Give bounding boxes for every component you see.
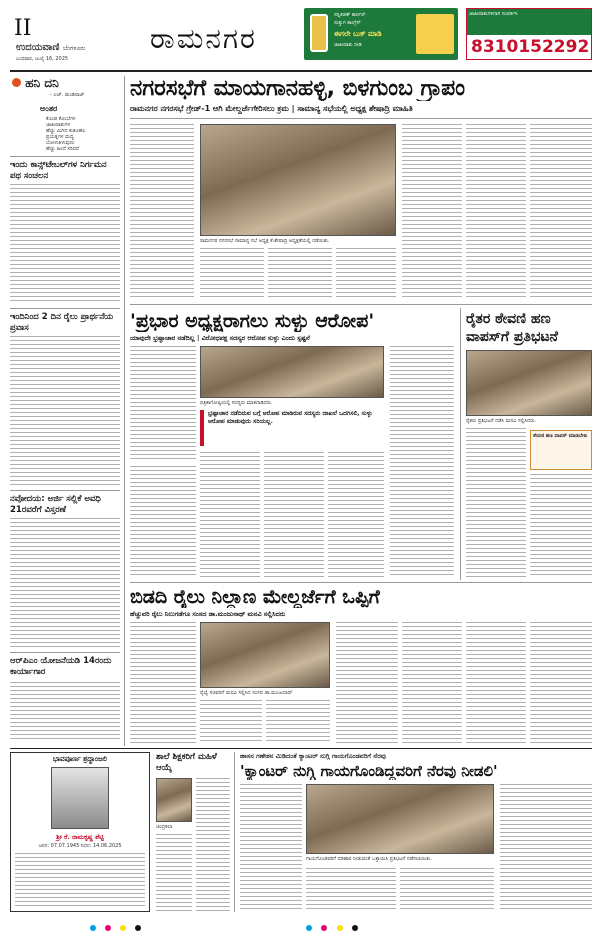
ad1-line1: ಸನ್ನಿಕಿರಣ್ ಕಾರ್ನರ್ <box>334 12 366 18</box>
story-f-headline: 'ಕ್ಯಾಂಟರ್ ನುಗ್ಗಿ ಗಾಯಗೊಂಡಿದ್ದವರಿಗೆ ನೆರವು ನೀಡಲಿ' <box>240 762 498 780</box>
story-body <box>10 682 120 742</box>
article-column <box>530 474 592 578</box>
story-headline: ನವೋದಯ: ಅರ್ಜಿ ಸಲ್ಲಿಕೆ ಅವಧಿ 21ರವರೆಗೆ ವಿಸ್ತರಣೆ <box>10 494 101 515</box>
poem-line: ಹೆಚ್ಚು ಮಿಗಿದ ಕುತೂಹಲ <box>46 128 86 134</box>
obituary-dates: ಜನನ: 07.07.1945 ನಿಧನ: 14.06.2025 <box>38 843 122 849</box>
ad1-line3: ಈಗಲೇ ಬುಕ್ ಮಾಡಿ <box>334 30 382 38</box>
box-quote-text: ಠೇವಣಿ ಹಣ ವಾಪಸ್ ಮಾಡಬೇಕು <box>533 433 588 439</box>
article-column <box>336 622 398 744</box>
hani-dani-brand: ಹನಿ ದನಿ <box>25 76 59 90</box>
masthead-rule <box>10 70 592 72</box>
poem-author: - ಎಚ್. ಡುಂಡಿರಾಜ್ <box>50 92 85 98</box>
article-column <box>466 428 526 578</box>
story-f-kicker: ಹಾಸನ ಗಣೇಶನ ಮಿಡಿದಂತೆ ಕ್ಯಾಂಟರ್ ನುಗ್ಗಿ ಗಾಯಗೊಂಡವರಿಗೆ ನೆರವು <box>240 752 386 760</box>
article-column <box>200 452 260 578</box>
story-b-photo <box>200 346 384 398</box>
story-headline: ಆರ್‌ಪಿಎಂ ಯೋಜನೆಯಡಿ 14ರಂದು ಕಾರ್ಯಾಗಾರ <box>10 656 112 677</box>
story-d-subhead: ಹೆಚ್ಚುವರಿ ರೈಲು ನಿಲುಗಡೆಗೂ ಸಂಸದ ಡಾ.ಮಂಜುನಾಥ್ ಮನವಿ ಸಲ್ಲಿಸಿದರು <box>130 610 286 618</box>
story-e-photo <box>156 778 192 822</box>
story-e-headline: ಶಾಲೆ ಶಿಕ್ಷಕರಿಗೆ ಮಹಿಳೆ ಆಯ್ಕೆ <box>156 752 217 773</box>
left-column-rule <box>124 76 125 746</box>
obituary-title: ಭಾವಪೂರ್ಣ ಶ್ರದ್ಧಾಂಜಲಿ <box>52 755 108 763</box>
drop-icon <box>12 78 21 87</box>
article-column <box>130 622 196 744</box>
divider <box>130 118 592 119</box>
story-headline: ಇಂದಿನಿಂದ 2 ದಿನ ರೈಲು ಪ್ರಾರ್ಥನೆಯ ಪ್ರವಾಸ <box>10 312 114 333</box>
ad1-badge <box>416 14 454 54</box>
page-number: II <box>14 16 32 41</box>
obituary-name: ಶ್ರೀ ಕೆ. ರಾಮಕೃಷ್ಣ ಶೆಟ್ಟಿ <box>56 833 104 841</box>
divider <box>10 156 120 157</box>
article-column <box>466 124 526 300</box>
main-headline: ನಗರಸಭೆಗೆ ಮಾಯಗಾನಹಳ್ಳಿ, ಬಿಳಗುಂಬ ಗ್ರಾಪಂ <box>130 76 466 101</box>
article-column <box>268 248 332 300</box>
ad-phone-number: 8310152292 <box>471 37 590 57</box>
story-e-caption: ಚಂದ್ರಕಲಾ <box>156 824 173 830</box>
divider <box>10 652 120 653</box>
section-title: ರಾಮನಗರ <box>150 22 257 55</box>
story-body <box>10 518 120 648</box>
poem-line: ಹೆಚ್ಚು ಹಿಂದೆ ಸರಿದರೆ <box>46 146 79 152</box>
edition-label: ಬೆಂಗಳೂರು <box>62 45 86 52</box>
poem-line: ಜಾಹೀರಾತುಗಳ <box>46 122 71 128</box>
obituary-photo <box>51 767 109 829</box>
main-story-caption: ರಾಮನಗರ ನಗರಸಭೆ ಸಾಮಾನ್ಯ ಸಭೆ ಅಧ್ಯಕ್ಷ ಕೆ.ಶೇಷಾದ್ರಿ ಅಧ್ಯಕ್ಷತೆಯಲ್ಲಿ ನಡೆಯಿತು. <box>200 238 330 244</box>
story-d-headline: ಬಿಡದಿ ರೈಲು ನಿಲ್ದಾಣ ಮೇಲ್ದರ್ಜೆಗೆ ಒಪ್ಪಿಗೆ <box>130 586 380 608</box>
ad-banner-green <box>304 8 458 60</box>
divider <box>10 748 592 749</box>
story-c-caption: ರೈತರು ಪ್ರತಿಭಟನೆ ನಡೆಸಿ ಮನವಿ ಸಲ್ಲಿಸಿದರು. <box>466 418 537 424</box>
article-column <box>130 124 194 299</box>
hani-dani-logo <box>12 76 59 91</box>
column-rule <box>234 752 235 912</box>
article-column <box>390 346 454 578</box>
divider <box>10 308 120 309</box>
story-c-photo <box>466 350 592 416</box>
masthead <box>0 0 600 70</box>
article-column <box>200 248 264 300</box>
article-column <box>402 124 462 300</box>
article-column <box>200 700 262 744</box>
obituary-box <box>10 752 150 912</box>
main-subhead: ರಾಮನಗರ ನಗರಸಭೆ ಗ್ರೇಡ್-1 ಆಗಿ ಮೇಲ್ದರ್ಜೆಗೇರಿಸಲು ಕ್ರಮ | ಸಾಮಾನ್ಯ ಸಭೆಯಲ್ಲಿ ಅಧ್ಯಕ್ಷ ಶೇಷಾದ್ರಿ ಮಾಹಿತಿ <box>130 104 413 113</box>
article-column <box>240 784 302 912</box>
poem-title: ಅಂತರ <box>40 104 58 113</box>
article-column <box>400 868 494 912</box>
story-headline: ಇಂದು ಕಾನ್ಸ್‌ಟೇಬಲ್‌ಗಳ ನಿರ್ಗಮನ ಪಥ ಸಂಚಲನ <box>10 160 107 181</box>
article-column <box>466 622 526 744</box>
issue-date: ಬುಧವಾರ, ಜುಲೈ 16, 2025 <box>16 56 69 62</box>
poem-line: ಬೋಳುತಿಳುವುದು <box>46 140 75 146</box>
story-c-quote-box <box>530 430 592 470</box>
poem-line: ಪ್ರಯತ್ನಗಳ ಮಧ್ಯ <box>46 134 74 140</box>
story-b-caption: ಪತ್ರಿಕಾಗೋಷ್ಠಿಯಲ್ಲಿ ಸದಸ್ಯರು ಮಾತನಾಡಿದರು. <box>200 400 273 406</box>
article-column <box>530 622 592 744</box>
story-b-subhead: ಯಾವುದೇ ಭ್ರಷ್ಟಾಚಾರ ನಡೆದಿಲ್ಲ | ವಿರೋಧಪಕ್ಷ ಸದಸ್ಯರ ಆರೋಪ ಸುಳ್ಳು ಎಂದು ಸ್ಪಷ್ಟನೆ <box>130 334 310 342</box>
story-b-headline: 'ಪ್ರಭಾರ ಅಧ್ಯಕ್ಷರಾಗಲು ಸುಳ್ಳು ಆರೋಪ' <box>130 310 375 332</box>
story-d-caption: ರೈಲ್ವೆ ಸಚಿವರಿಗೆ ಮನವಿ ಸಲ್ಲಿಸಿದ ಸಂಸದ ಡಾ.ಮಂಜುನಾಥ್ <box>200 690 293 696</box>
article-column <box>264 452 324 578</box>
article-column <box>336 248 396 300</box>
main-story-photo <box>200 124 396 236</box>
ad2-text: ಜಾಹೀರಾತುಗಳಿಗಾಗಿ ಸಂಪರ್ಕಿಸಿ <box>467 9 591 35</box>
article-column <box>266 700 330 744</box>
article-column <box>402 622 462 744</box>
story-f-photo <box>306 784 494 854</box>
article-column <box>130 346 196 462</box>
story-f-caption: ಗಾಯಗೊಂಡವರಿಗೆ ಪರಿಹಾರ ನೀಡುವಂತೆ ಒತ್ತಾಯಿಸಿ ಪ್ರತಿಭಟನೆ ನಡೆಸಲಾಯಿತು. <box>306 856 432 862</box>
story-body <box>10 336 120 486</box>
divider <box>130 582 592 583</box>
article-column <box>196 778 230 912</box>
story-c-headline: ರೈತರ ಠೇವಣಿ ಹಣ ವಾಪಸ್‌ಗೆ ಪ್ರತಿಭಟನೆ <box>466 311 558 345</box>
article-column <box>530 124 592 300</box>
brand-name: ಉದಯವಾಣಿ <box>16 42 60 53</box>
divider <box>130 304 592 305</box>
poem-line: ಕೊಂಡ ಕೊಂಬೆಗಳ <box>46 116 76 122</box>
divider <box>10 490 120 491</box>
ad1-line4: ಜಾಹೀರಾತು ನೀಡಿ <box>334 42 362 48</box>
ad1-line2: ಸುತ್ತುಗ ಕಾಂಗ್ರೆಸ್ <box>334 20 361 26</box>
column-rule <box>460 308 461 580</box>
article-column <box>156 834 192 912</box>
article-column <box>328 452 384 578</box>
article-column <box>500 784 592 912</box>
ad-banner-red <box>466 8 592 60</box>
phone-icon <box>310 14 328 52</box>
obituary-text <box>15 853 145 909</box>
registration-marks <box>90 916 510 924</box>
poem-body <box>46 116 120 152</box>
article-column <box>306 868 396 912</box>
brand-logo <box>16 42 85 53</box>
story-body <box>10 184 120 304</box>
left-column <box>10 76 120 676</box>
story-d-photo <box>200 622 330 688</box>
pullquote-box <box>200 410 384 446</box>
pullquote-text: ಭ್ರಷ್ಟಾಚಾರ ನಡೆದಿರುವ ಬಗ್ಗೆ ಆರೋಪ ಮಾಡಿರುವ ಸದಸ್ಯರು ದಾಖಲೆ ಒದಗಿಸಲಿ, ಸುಳ್ಳು ಆರೋಪ ಮಾಡುವುದು ಸರಿಯಲ್ಲ. <box>208 410 373 425</box>
article-column <box>130 466 196 578</box>
